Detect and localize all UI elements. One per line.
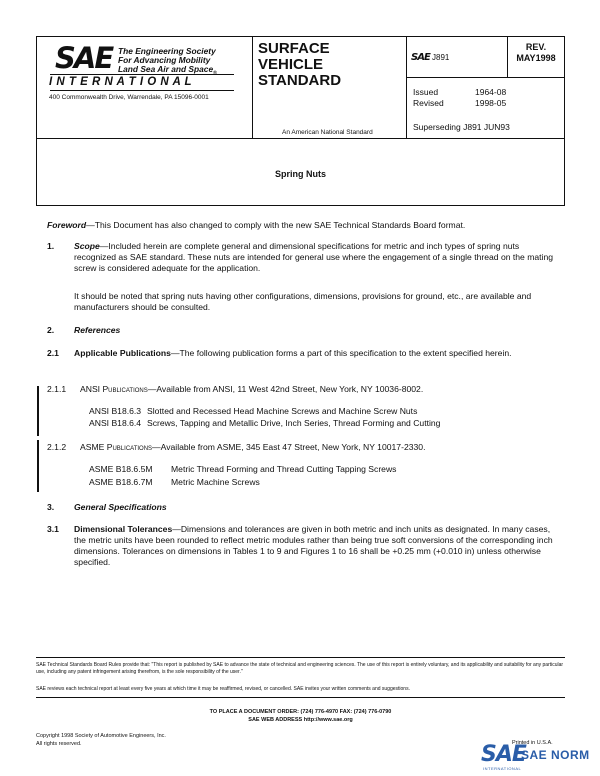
section-2-1: Applicable Publications—The following publication forms a part of this specification to the extent specified herein. (74, 348, 512, 358)
section-2-1-number: 2.1 (47, 348, 59, 358)
order-info (36, 708, 565, 724)
section-2-1-1: ANSI Publications—Available from ANSI, 11 West 42nd Street, New York, NY 10036-8002. (80, 384, 424, 394)
footer-rule (36, 697, 565, 698)
society-tagline: The Engineering Society For Advancing Mobility Land Sea Air and Space$_®$ (118, 46, 217, 77)
ans-note: An American National Standard (282, 129, 373, 136)
address: 400 Commonwealth Drive, Warrendale, PA 15096-0001 (49, 94, 209, 101)
issued-label: Issued (413, 87, 439, 97)
footer-review-text: SAE reviews each technical report at least every five years at which time it may be reaffirmed, revised, or cancelled. SAE invites your written comments and suggestions. (36, 686, 410, 692)
sae-norm-sub: INTERNATIONAL (483, 766, 522, 771)
logo-rule (50, 90, 234, 91)
web-line: SAE WEB ADDRESS http://www.sae.org (248, 717, 353, 723)
revision-bar (37, 386, 39, 436)
foreword: Foreword—This Document has also changed to comply with the new SAE Technical Standards Board format. (47, 220, 466, 230)
doc-number: J891 (432, 53, 450, 62)
asme-ref: ASME B18.6.5M Metric Thread Forming and Thread Cutting Tapping Screws (89, 464, 397, 474)
doc-type: SURFACE VEHICLE STANDARD (258, 40, 342, 89)
rev-label: REV. (525, 42, 547, 52)
footer-rule (36, 657, 565, 658)
rev-date: MAY1998 (516, 53, 556, 63)
page-title: Spring Nuts (275, 169, 326, 179)
divider (252, 37, 253, 138)
asme-ref: ASME B18.6.7M Metric Machine Screws (89, 477, 260, 487)
footer-rules-text: SAE Technical Standards Board Rules provide that: "This report is published by SAE to advance the state of technical and engineering sciences. The use of this report is entirely voluntary, and its applicability and suitability for any particular use, including any patent infringement arising therefrom, is the sole responsibility of the user." (36, 662, 564, 675)
ansi-ref: ANSI B18.6.3 Slotted and Recessed Head Machine Screws and Machine Screw Nuts (89, 406, 418, 416)
section-1-number: 1. (47, 241, 55, 251)
section-3-1-number: 3.1 (47, 524, 59, 534)
superseding: Superseding J891 JUN93 (413, 122, 510, 132)
section-2-heading: References (74, 325, 121, 335)
section-1-para2: It should be noted that spring nuts having other configurations, dimensions, provisions for ground, etc., are available and manufacturers should be consulted. (74, 291, 532, 312)
sae-norm-logo: SAE (481, 742, 526, 767)
revision-bar (37, 440, 39, 492)
sae-small-logo: SAE (411, 52, 430, 63)
section-2-number: 2. (47, 325, 55, 335)
copyright: Copyright 1998 Society of Automotive Engineers, Inc. (36, 733, 166, 739)
ansi-ref: ANSI B18.6.4 Screws, Tapping and Metallic Drive, Inch Series, Thread Forming and Cutting (89, 418, 441, 428)
copyright-block (36, 732, 166, 748)
rights: All rights reserved. (36, 741, 82, 747)
order-line: TO PLACE A DOCUMENT ORDER: (724) 776-4970 FAX: (724) 776-0790 (209, 709, 392, 715)
section-2-1-1-number: 2.1.1 (47, 384, 67, 394)
divider (406, 37, 407, 138)
section-2-1-2: ASME Publications—Available from ASME, 345 East 47 Street, New York, NY 10017-2330. (80, 442, 426, 452)
section-1-scope: Scope—Included herein are complete general and dimensional specifications for metric and inch types of spring nuts recognized as SAE standard. These nuts are intended for general use where the engagement of a single thread on the mating screw is considered adequate for the application. (74, 241, 554, 273)
section-3-heading: General Specifications (74, 502, 167, 512)
section-3-number: 3. (47, 502, 55, 512)
revision-cell (507, 42, 565, 64)
revised-label: Revised (413, 98, 444, 108)
doc-number-cell (411, 52, 449, 63)
divider (406, 77, 564, 78)
printed-in: Printed in U.S.A. (512, 740, 553, 746)
issued-value: 1964-08 (475, 87, 507, 97)
section-3-1: Dimensional Tolerances—Dimensions and tolerances are given in both metric and inch units as designated. In many cases, the metric units have been rounded to reflect metric modules rather than being true soft conversions of the corresponding inch dimensions. Tolerances on dimensions in Tables 1 to 9 and Figures 1 to 16 shall be +0.25 mm (+0.010 in) unless otherwise specified. (74, 524, 553, 567)
international-label: I N T E R N A T I O N A L (49, 76, 193, 88)
sae-logo: SAE (55, 41, 113, 75)
revised-value: 1998-05 (475, 98, 507, 108)
section-2-1-2-number: 2.1.2 (47, 442, 67, 452)
logo-rule (50, 74, 234, 75)
dates-block (413, 87, 506, 109)
sae-norm-text: SAE NORM (521, 748, 590, 762)
sae-norm-brand (481, 742, 596, 772)
